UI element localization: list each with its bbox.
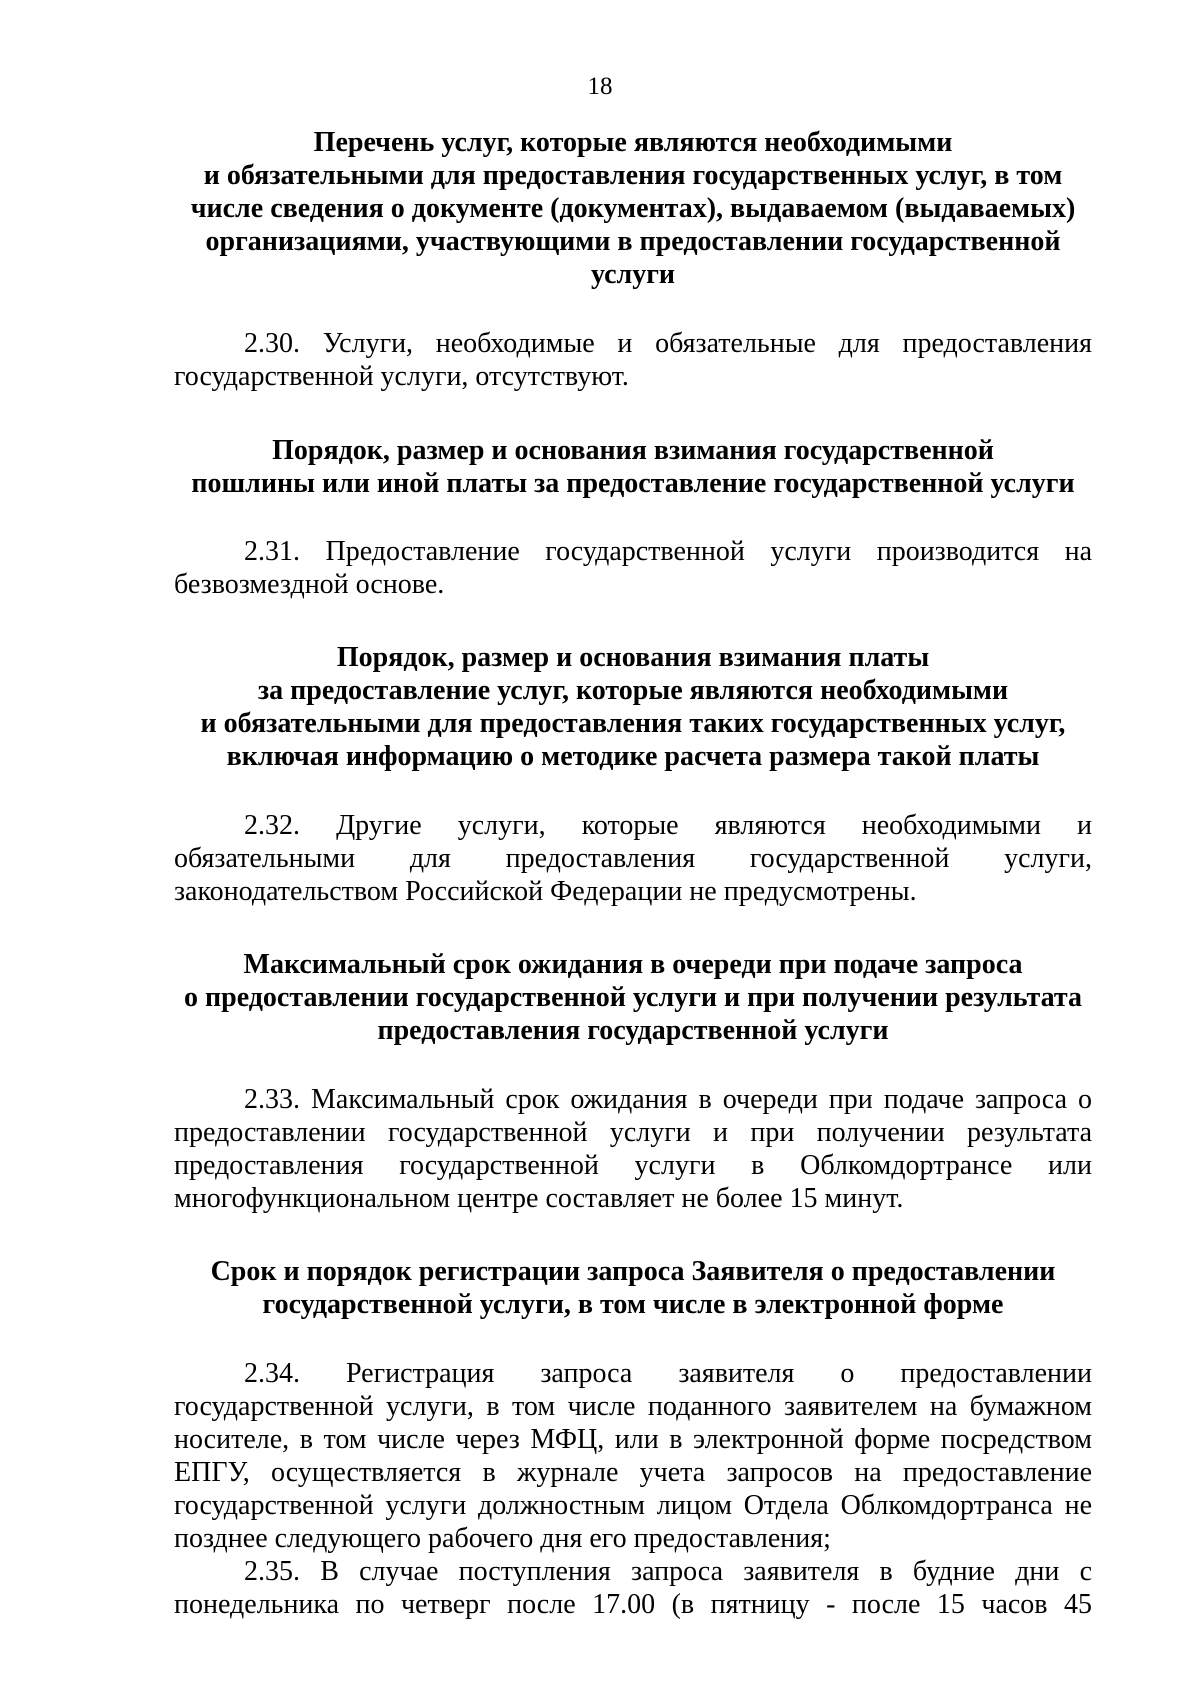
heading-line: числе сведения о документе (документах), выдаваемом (выдаваемых) — [190, 193, 1076, 224]
section-heading — [174, 948, 1092, 1047]
paragraph-2-34: 2.34. Регистрация запроса заявителя о предоставлении государственной услуги, в том числе поданного заявителем на бумажном носителе, в том числе через МФЦ, или в электронной форме посредством ЕПГУ, осуществляется в журнале учета запросов на предоставление государственной услуги должностным лицом Отдела Облкомдортранса не позднее следующего рабочего дня его предоставления; — [174, 1358, 1092, 1554]
heading-line: Порядок, размер и основания взимания государственной — [272, 435, 994, 466]
section-heading — [174, 1255, 1092, 1321]
heading-line: предоставления государственной услуги — [377, 1015, 889, 1046]
heading-line: услуги — [590, 259, 676, 290]
heading-line: и обязательными для предоставления государственных услуг, в том — [203, 160, 1063, 191]
page-number: 18 — [587, 73, 613, 100]
heading-line: Порядок, размер и основания взимания платы — [336, 642, 930, 673]
heading-line: и обязательными для предоставления таких государственных услуг, — [200, 708, 1066, 739]
section-heading — [174, 126, 1092, 291]
paragraph-2-33: 2.33. Максимальный срок ожидания в очереди при подаче запроса о предоставлении государственной услуги и при получении результата предоставления государственной услуги в Облкомдортрансе или многофункциональном центре составляет не более 15 минут. — [174, 1084, 1092, 1214]
heading-line: Перечень услуг, которые являются необходимыми — [313, 127, 953, 158]
paragraph-2-31: 2.31. Предоставление государственной услуги производится на безвозмездной основе. — [174, 536, 1092, 600]
heading-line: Срок и порядок регистрации запроса Заявителя о предоставлении — [210, 1256, 1056, 1287]
heading-line: государственной услуги, в том числе в электронной форме — [262, 1289, 1004, 1320]
paragraph-2-32: 2.32. Другие услуги, которые являются необходимыми и обязательными для предоставления государственной услуги, законодательством Российской Федерации не предусмотрены. — [174, 810, 1092, 907]
paragraph-2-30: 2.30. Услуги, необходимые и обязательные для предоставления государственной услуги, отсутствуют. — [174, 328, 1092, 392]
heading-line: Максимальный срок ожидания в очереди при подаче запроса — [243, 949, 1023, 980]
heading-line: включая информацию о методике расчета размера такой платы — [226, 741, 1040, 772]
paragraph-2-35: 2.35. В случае поступления запроса заявителя в будние дни с понедельника по четверг после 17.00 (в пятницу - после 15 часов 45 — [174, 1556, 1092, 1620]
heading-line: организациями, участвующими в предоставлении государственной — [205, 226, 1061, 257]
heading-line: за предоставление услуг, которые являются необходимыми — [257, 675, 1009, 706]
section-heading — [174, 434, 1092, 500]
heading-line: о предоставлении государственной услуги и при получении результата — [184, 982, 1082, 1013]
document-body — [174, 126, 1092, 1621]
heading-line: пошлины или иной платы за предоставление государственной услуги — [191, 468, 1075, 499]
section-heading — [174, 641, 1092, 773]
